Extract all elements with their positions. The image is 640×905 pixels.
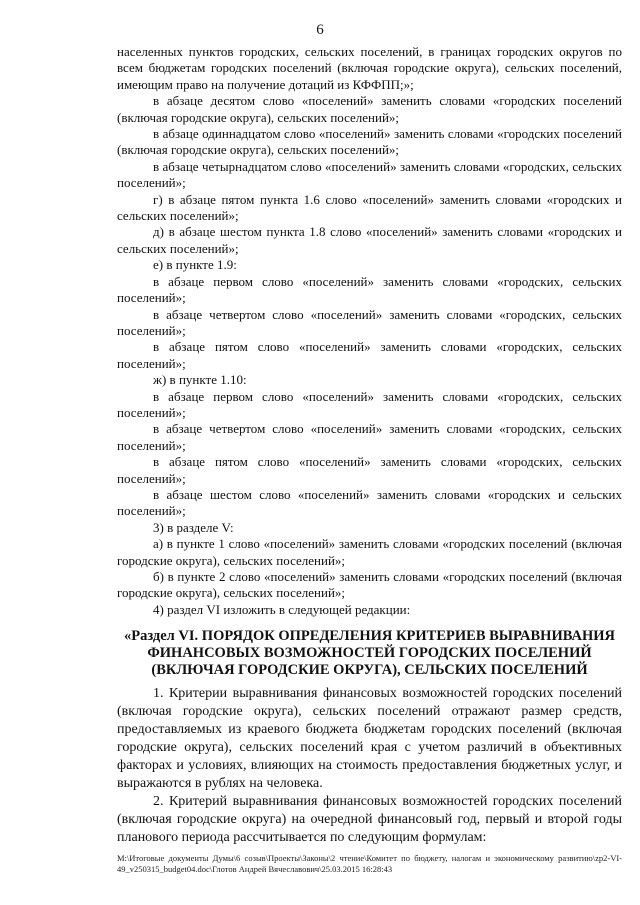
paragraph: в абзаце четырнадцатом слово «поселений» заменить словами «городских, сельских поселений»; (117, 158, 622, 191)
file-path-footer: M:\Итоговые документы Думы\6 созыв\Проекты\Законы\2 чтение\Комитет по бюджету, налогам и экономическому развитию\zp2-VI-49_v250315_budget04.doc\Глотов Андрей Вячеславович\25.03.2015 16:28:43 (117, 853, 622, 874)
page-number: 6 (316, 22, 324, 38)
paragraph: е) в пункте 1.9: (153, 257, 237, 273)
paragraph: в абзаце первом слово «поселений» заменить словами «городских, сельских поселений»; (117, 388, 622, 420)
paragraph: д) в абзаце шестом пункта 1.8 слово «поселений» заменить словами «городских и сельских поселений»; (117, 224, 622, 256)
paragraph: 3) в разделе V: (153, 519, 234, 535)
paragraph: в абзаце одиннадцатом слово «поселений» заменить словами «городских поселений (включая городские округа), сельских поселений»; (117, 126, 622, 158)
paragraph: в абзаце пятом слово «поселений» заменить словами «городских, сельских поселений»; (117, 454, 622, 486)
paragraph: в абзаце первом слово «поселений» заменить словами «городских, сельских поселений»; (117, 273, 622, 306)
paragraph: б) в пункте 2 слово «поселений» заменить словами «городских поселений (включая городские округа), сельских поселений»; (117, 569, 622, 601)
paragraph: населенных пунктов городских, сельских поселений, в границах городских округов по всем бюджетам городских поселений (включая городские округа), сельских поселений, имеющим право на получение дотаций из КФФПП;»; (117, 44, 622, 92)
document-body (117, 44, 622, 847)
paragraph: в абзаце десятом слово «поселений» заменить словами «городских поселений (включая городские округа), сельских поселений»; (117, 93, 622, 125)
section-heading: «Раздел VI. ПОРЯДОК ОПРЕДЕЛЕНИЯ КРИТЕРИЕВ ВЫРАВНИВАНИЯ ФИНАНСОВЫХ ВОЗМОЖНОСТЕЙ ГОРОДСКИХ ПОСЕЛЕНИЙ (ВКЛЮЧАЯ ГОРОДСКИЕ ОКРУГА), СЕЛЬСКИХ ПОСЕЛЕНИЙ (123, 628, 615, 679)
paragraph: 4) раздел VI изложить в следующей редакции: (153, 601, 411, 617)
section-paragraph: 2. Критерий выравнивания финансовых возможностей городских поселений (включая городские округа) на очередной финансовый год, первый и второй годы планового периода рассчитывается по следующим формулам: (117, 794, 622, 846)
paragraph: в абзаце четвертом слово «поселений» заменить словами «городских, сельских поселений»; (117, 421, 622, 453)
paragraph: г) в абзаце пятом пункта 1.6 слово «поселений» заменить словами «городских и сельских поселений»; (117, 191, 622, 224)
section-paragraph: 1. Критерии выравнивания финансовых возможностей городских поселений (включая городские округа), сельских поселений отражают размер средств, предоставляемых из краевого бюджета бюджетам городских поселений (включая городские округа), сельских поселений края с учетом различий в объективных факторах и условиях, влияющих на стоимость предоставления бюджетных услуг, и выражаются в рублях на человека. (117, 686, 622, 792)
paragraph: в абзаце четвертом слово «поселений» заменить словами «городских, сельских поселений»; (117, 306, 622, 338)
paragraph: ж) в пункте 1.10: (153, 372, 247, 388)
paragraph: в абзаце пятом слово «поселений» заменить словами «городских, сельских поселений»; (117, 339, 622, 371)
paragraph: а) в пункте 1 слово «поселений» заменить словами «городских поселений (включая городские округа), сельских поселений»; (117, 536, 622, 568)
paragraph: в абзаце шестом слово «поселений» заменить словами «городских и сельских поселений»; (117, 486, 622, 519)
